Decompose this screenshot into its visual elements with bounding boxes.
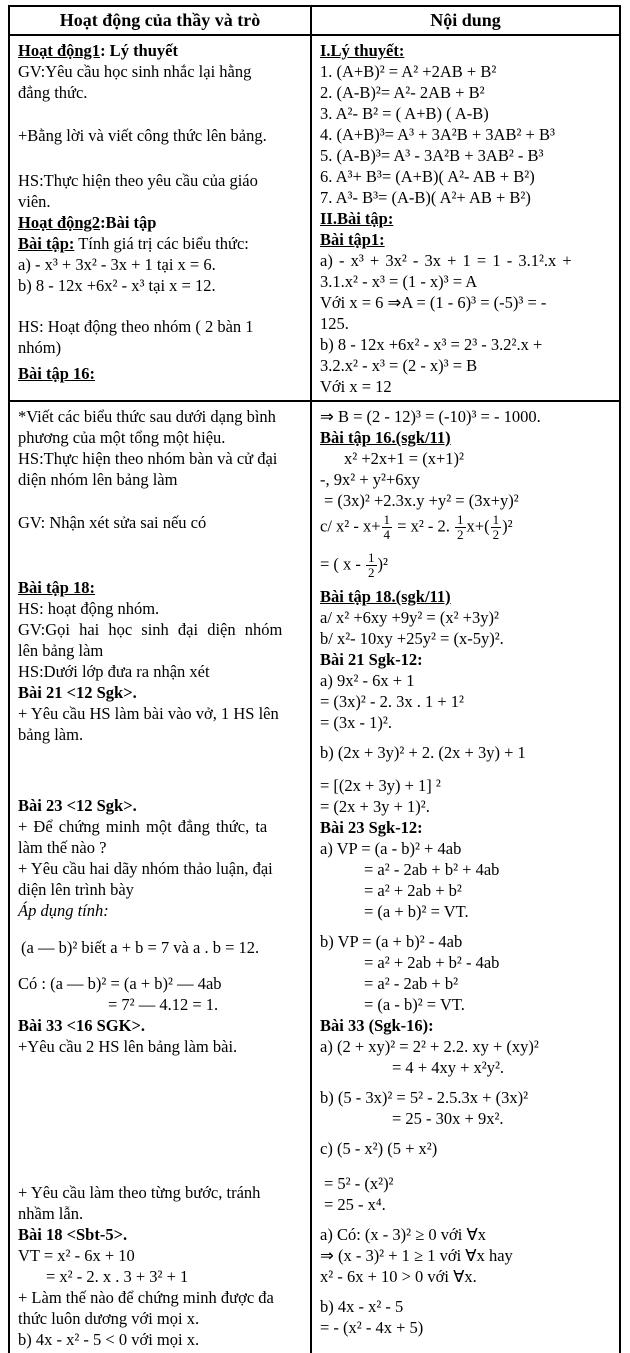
- text-line: [18, 125, 306, 146]
- text-line: [18, 973, 306, 994]
- text-line: [18, 1245, 306, 1266]
- text-segment: = (3x)² - 2. 3x . 1 + 1²: [320, 692, 464, 712]
- text-line: [18, 1329, 306, 1350]
- text-line: [18, 1308, 306, 1329]
- text-segment: )²: [502, 516, 513, 536]
- text-line: [320, 1015, 615, 1036]
- text-line: [320, 1266, 615, 1287]
- text-segment: 7. A³- B³= (A-B)( A²+ AB + B²): [320, 188, 531, 207]
- text-line: [18, 937, 306, 958]
- text-segment: diện nhóm lên bảng làm: [18, 470, 178, 489]
- text-line: [320, 40, 615, 61]
- text-segment: a) - x³ + 3x² - 3x + 1 = 1 - 3.1².x +: [320, 251, 572, 270]
- text-segment: b/ x²- 10xy +25y² = (x-5y)².: [320, 629, 504, 649]
- fraction: [366, 551, 377, 581]
- text-line: [320, 901, 615, 922]
- text-segment: a) VP = (a - b)² + 4ab: [320, 839, 462, 859]
- text-line: [18, 577, 306, 598]
- text-segment: a) 9x² - 6x + 1: [320, 671, 415, 691]
- text-segment: phương của một tổng một hiệu.: [18, 428, 226, 447]
- text-line: [18, 337, 306, 358]
- table-header: [9, 6, 620, 35]
- formula-line: [320, 511, 615, 545]
- text-line: [18, 1287, 306, 1308]
- text-segment: = (3x)² +2.3x.y +y² = (3x+y)²: [324, 491, 519, 510]
- text-segment: (a — b)² biết a + b = 7 và a . b = 12.: [21, 938, 260, 957]
- text-segment: 5. (A-B)³= A³ - 3A²B + 3AB² - B³: [320, 146, 544, 165]
- text-line: [320, 973, 615, 994]
- text-segment: 1. (A+B)² = A² +2AB + B²: [320, 62, 497, 81]
- text-line: [320, 271, 615, 292]
- text-line: [18, 703, 306, 724]
- fraction: [491, 513, 502, 543]
- text-line: [18, 682, 306, 703]
- fraction: [455, 513, 466, 543]
- text-line: [320, 376, 615, 397]
- text-line: [320, 427, 615, 448]
- text-line: [18, 1015, 306, 1036]
- fraction-denominator: 2: [457, 527, 464, 543]
- text-segment: ⇒ B = (2 - 12)³ = (-10)³ = - 1000.: [320, 407, 541, 426]
- text-line: [320, 1108, 615, 1129]
- text-segment: Bài 21 <12 Sgk>.: [18, 683, 137, 702]
- text-line: [320, 931, 615, 952]
- table-row-2: [9, 401, 620, 1353]
- text-line: [320, 859, 615, 880]
- fraction-denominator: 4: [383, 527, 391, 543]
- text-segment: HS: hoạt động nhóm.: [18, 599, 160, 618]
- text-segment: Bài 18 <Sbt-5>.: [18, 1225, 128, 1244]
- text-line: [320, 628, 615, 649]
- text-segment: = (3x - 1)².: [320, 713, 392, 733]
- text-segment: c) (5 - x²) (5 + x²): [320, 1139, 438, 1159]
- text-segment: GV:Gọi hai học sinh đại diện nhóm: [18, 620, 283, 639]
- text-segment: = (a - b)² = VT.: [364, 995, 465, 1015]
- text-segment: = x² - 2.: [393, 516, 455, 536]
- text-segment: Hoạt động2: [18, 213, 101, 232]
- text-segment: = 5² - (x²)²: [324, 1174, 394, 1194]
- text-segment: = (a + b)² = VT.: [364, 902, 469, 922]
- text-segment: 3.1.x² - x³ = (1 - x)³ = A: [320, 272, 478, 291]
- text-segment: HS:Dưới lớp đưa ra nhận xét: [18, 662, 210, 681]
- text-line: [18, 598, 306, 619]
- column-header-content: Nội dung: [311, 6, 620, 35]
- text-line: [320, 691, 615, 712]
- text-segment: Bài tập1:: [320, 230, 385, 249]
- text-line: [320, 796, 615, 817]
- text-line: [320, 1087, 615, 1108]
- text-line: [18, 1224, 306, 1245]
- text-segment: + Yêu cầu HS làm bài vào vở, 1 HS lên: [18, 704, 279, 723]
- text-segment: bảng làm.: [18, 725, 84, 744]
- text-segment: a) Có: (x - 3)² ≥ 0 với ∀x: [320, 1225, 486, 1245]
- text-segment: b) 4x - x² - 5: [320, 1297, 404, 1317]
- text-segment: làm thế nào ?: [18, 838, 107, 857]
- text-line: [18, 233, 306, 254]
- fraction-numerator: 1: [457, 512, 464, 527]
- text-segment: b) 8 - 12x +6x² - x³ tại x = 12.: [18, 276, 216, 295]
- text-segment: + Yêu cầu hai dãy nhóm thảo luận, đại: [18, 859, 273, 878]
- text-segment: + Làm thế nào để chứng minh được đa: [18, 1288, 274, 1307]
- text-line: [320, 1194, 615, 1215]
- text-segment: Bài 33 <16 SGK>.: [18, 1016, 145, 1035]
- text-segment: HS:Thực hiện theo yêu cầu của giáo: [18, 171, 258, 190]
- fraction-denominator: 2: [368, 564, 375, 580]
- content-cell-row-1: [311, 35, 620, 401]
- text-segment: viên.: [18, 192, 51, 211]
- text-line: [18, 40, 306, 61]
- fraction-numerator: 1: [492, 512, 500, 527]
- text-segment: + Yêu cầu làm theo từng bước, tránh: [18, 1183, 261, 1202]
- text-line: [320, 1224, 615, 1245]
- text-segment: Tính giá trị các biểu thức:: [74, 234, 249, 253]
- text-segment: Bài tập 18.(sgk/11): [320, 587, 451, 607]
- text-segment: đẳng thức.: [18, 83, 88, 102]
- text-segment: = ( x -: [320, 554, 366, 574]
- text-line: [320, 166, 615, 187]
- lesson-plan-table: [8, 5, 621, 1353]
- text-line: [320, 61, 615, 82]
- text-segment: + Để chứng minh một đẳng thức, ta: [18, 817, 268, 836]
- text-line: [18, 795, 306, 816]
- text-segment: Bài tập 16.(sgk/11): [320, 428, 451, 447]
- text-segment: +Bằng lời và viết công thức lên bảng.: [18, 126, 267, 145]
- fraction-numerator: 1: [368, 549, 375, 565]
- text-line: [320, 712, 615, 733]
- text-segment: = (2x + 3y + 1)².: [320, 797, 430, 817]
- text-line: [320, 355, 615, 376]
- text-segment: a) (2 + xy)² = 2² + 2.2. xy + (xy)²: [320, 1037, 539, 1057]
- text-segment: 4. (A+B)³= A³ + 3A²B + 3AB² + B³: [320, 125, 555, 144]
- text-segment: GV: Nhận xét sửa sai nếu có: [18, 513, 207, 532]
- text-line: [18, 1266, 306, 1287]
- text-line: [320, 586, 615, 607]
- text-segment: Với x = 12: [320, 377, 392, 396]
- text-segment: c/ x² - x+: [320, 516, 381, 536]
- text-line: [320, 994, 615, 1015]
- text-line: [320, 313, 615, 334]
- text-segment: Bài 23 Sgk-12:: [320, 818, 423, 838]
- text-line: [18, 82, 306, 103]
- text-line: [320, 406, 615, 427]
- text-segment: b) (5 - 3x)² = 5² - 2.5.3x + (3x)²: [320, 1088, 529, 1108]
- text-line: [320, 448, 615, 469]
- text-line: [320, 1036, 615, 1057]
- text-line: [18, 170, 306, 191]
- text-line: [18, 816, 306, 837]
- text-line: [320, 880, 615, 901]
- text-segment: 6. A³+ B³= (A+B)( A²- AB + B²): [320, 167, 535, 186]
- text-line: [18, 619, 306, 640]
- text-segment: Hoạt động1: [18, 41, 101, 60]
- text-segment: nhầm lẫn.: [18, 1204, 84, 1223]
- text-segment: I.Lý thuyết:: [320, 41, 405, 60]
- text-line: [320, 145, 615, 166]
- text-segment: b) 8 - 12x +6x² - x³ = 2³ - 3.2².x +: [320, 335, 543, 354]
- table-body: [9, 35, 620, 1353]
- text-line: [320, 469, 615, 490]
- text-line: [18, 363, 306, 384]
- text-line: [18, 61, 306, 82]
- text-line: [18, 900, 306, 921]
- text-segment: Áp dụng tính:: [18, 901, 109, 920]
- text-segment: Bài tập:: [18, 234, 75, 253]
- text-segment: -, 9x² + y²+6xy: [320, 470, 420, 489]
- text-segment: lên bảng làm: [18, 641, 104, 660]
- text-line: [18, 448, 306, 469]
- text-line: [18, 1203, 306, 1224]
- text-line: [320, 1245, 615, 1266]
- text-segment: = x² - 2. x . 3 + 3² + 1: [46, 1267, 189, 1286]
- text-segment: = - (x² - 4x + 5): [320, 1318, 424, 1338]
- text-line: [320, 208, 615, 229]
- text-line: [18, 661, 306, 682]
- text-segment: = a² + 2ab + b²: [364, 881, 462, 901]
- column-header-teacher-student-activity: Hoạt động của thầy và trò: [9, 6, 311, 35]
- text-segment: : Lý thuyết: [100, 41, 178, 60]
- text-line: [320, 1138, 615, 1159]
- text-segment: thức luôn dương với mọi x.: [18, 1309, 200, 1328]
- text-line: [320, 292, 615, 313]
- text-segment: = 4 + 4xy + x²y².: [392, 1058, 505, 1078]
- text-line: [18, 858, 306, 879]
- text-line: [18, 1036, 306, 1057]
- text-line: [320, 250, 615, 271]
- text-line: [320, 1173, 615, 1194]
- text-segment: 2. (A-B)²= A²- 2AB + B²: [320, 83, 485, 102]
- text-line: [320, 742, 615, 763]
- text-line: [18, 724, 306, 745]
- formula-line: [320, 549, 615, 583]
- text-line: [320, 490, 615, 511]
- text-segment: Bài tập 18:: [18, 578, 96, 597]
- text-segment: diện lên trình bày: [18, 880, 134, 899]
- text-line: [18, 640, 306, 661]
- text-line: [320, 229, 615, 250]
- text-segment: b) 4x - x² - 5 < 0 với mọi x.: [18, 1330, 200, 1349]
- text-segment: HS:Thực hiện theo nhóm bàn và cử đại: [18, 449, 278, 468]
- text-line: [18, 1182, 306, 1203]
- activity-cell-row-1: [9, 35, 311, 401]
- text-line: [320, 1296, 615, 1317]
- text-line: [18, 879, 306, 900]
- content-cell-row-2: [311, 401, 620, 1353]
- text-line: [18, 469, 306, 490]
- text-line: [320, 952, 615, 973]
- text-segment: HS: Hoạt động theo nhóm ( 2 bàn 1: [18, 317, 254, 336]
- text-line: [320, 817, 615, 838]
- text-segment: GV:Yêu cầu học sinh nhắc lại hằng: [18, 62, 252, 81]
- text-line: [18, 212, 306, 233]
- text-segment: = 25 - 30x + 9x².: [392, 1109, 504, 1129]
- text-segment: +Yêu cầu 2 HS lên bảng làm bài.: [18, 1037, 238, 1056]
- text-segment: Có : (a — b)² = (a + b)² — 4ab: [18, 974, 222, 993]
- text-line: [320, 334, 615, 355]
- text-line: [320, 607, 615, 628]
- activity-cell-row-2: [9, 401, 311, 1353]
- text-segment: Bài 21 Sgk-12:: [320, 650, 423, 670]
- header-row: [9, 6, 620, 35]
- text-segment: Bài 33 (Sgk-16):: [320, 1016, 434, 1036]
- text-segment: b) VP = (a + b)² - 4ab: [320, 932, 463, 952]
- text-line: [320, 649, 615, 670]
- text-segment: Bài tập 16:: [18, 364, 96, 383]
- text-segment: 125.: [320, 314, 349, 333]
- text-line: [320, 124, 615, 145]
- text-line: [320, 82, 615, 103]
- text-segment: = 7² — 4.12 = 1.: [108, 995, 219, 1014]
- fraction-numerator: 1: [383, 512, 391, 527]
- text-line: [18, 316, 306, 337]
- text-line: [18, 994, 306, 1015]
- text-segment: VT = x² - 6x + 10: [18, 1246, 135, 1265]
- text-segment: = 25 - x⁴.: [324, 1195, 386, 1215]
- text-segment: 3.2.x² - x³ = (2 - x)³ = B: [320, 356, 478, 375]
- text-segment: = a² - 2ab + b²: [364, 974, 459, 994]
- text-line: [320, 187, 615, 208]
- text-line: [320, 103, 615, 124]
- text-line: [320, 838, 615, 859]
- text-line: [18, 254, 306, 275]
- text-line: [18, 406, 306, 427]
- text-segment: x² - 6x + 10 > 0 với ∀x.: [320, 1267, 477, 1287]
- text-segment: II.Bài tập:: [320, 209, 394, 228]
- text-segment: )²: [377, 554, 388, 574]
- text-segment: = [(2x + 3y) + 1] ²: [320, 776, 441, 796]
- text-line: [320, 1057, 615, 1078]
- text-line: [320, 775, 615, 796]
- text-segment: Bài 23 <12 Sgk>.: [18, 796, 137, 815]
- text-line: [18, 191, 306, 212]
- text-segment: a) - x³ + 3x² - 3x + 1 tại x = 6.: [18, 255, 216, 274]
- text-line: [18, 512, 306, 533]
- text-segment: x² +2x+1 = (x+1)²: [344, 449, 464, 468]
- text-line: [320, 670, 615, 691]
- fraction-denominator: 2: [492, 527, 500, 543]
- text-segment: nhóm): [18, 338, 62, 357]
- text-segment: ⇒ (x - 3)² + 1 ≥ 1 với ∀x hay: [320, 1246, 513, 1266]
- text-line: [18, 275, 306, 296]
- text-line: [320, 1317, 615, 1338]
- text-segment: 3. A²- B² = ( A+B) ( A-B): [320, 104, 489, 123]
- text-segment: Với x = 6 ⇒A = (1 - 6)³ = (-5)³ = -: [320, 293, 547, 312]
- fraction: [382, 513, 393, 543]
- text-segment: a/ x² +6xy +9y² = (x² +3y)²: [320, 608, 499, 628]
- text-segment: b) (2x + 3y)² + 2. (2x + 3y) + 1: [320, 743, 526, 763]
- text-line: [18, 427, 306, 448]
- text-segment: = a² - 2ab + b² + 4ab: [364, 860, 500, 880]
- table-row-1: [9, 35, 620, 401]
- text-segment: *Viết các biểu thức sau dưới dạng bình: [18, 407, 276, 426]
- text-segment: = a² + 2ab + b² - 4ab: [364, 953, 500, 973]
- text-segment: :Bài tập: [100, 213, 157, 232]
- text-line: [18, 837, 306, 858]
- text-segment: x+(: [466, 516, 490, 536]
